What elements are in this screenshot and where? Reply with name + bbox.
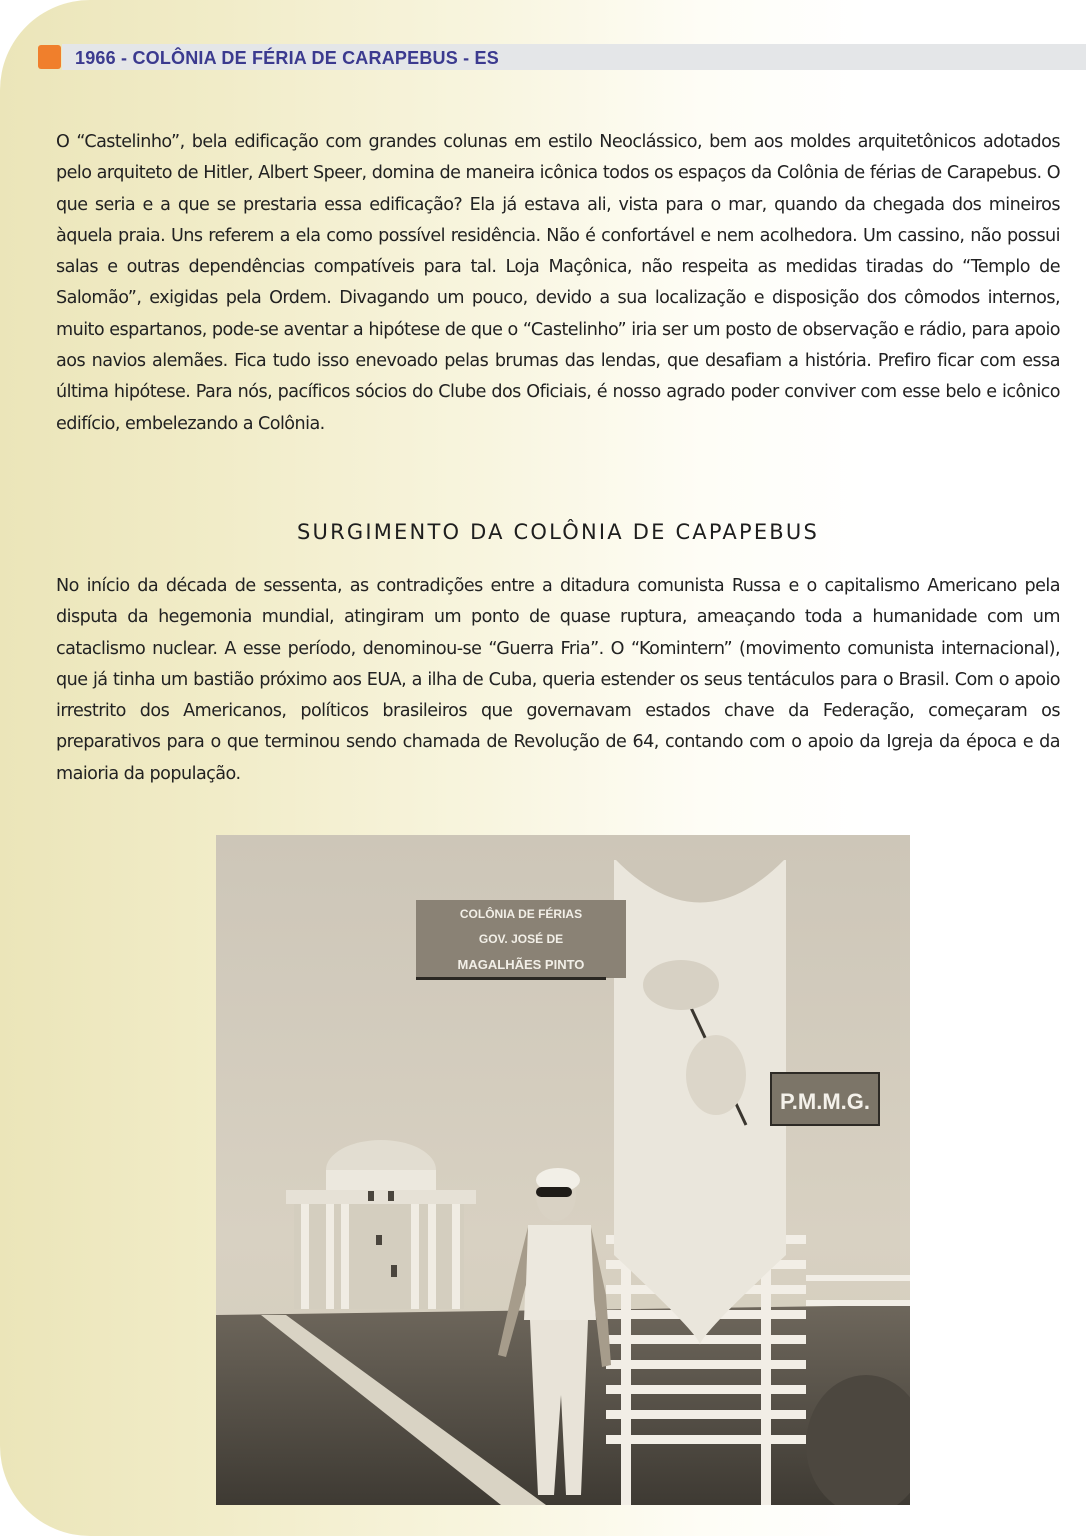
colony-sign — [416, 900, 626, 980]
paragraph-castelinho: O “Castelinho”, bela edificação com grandes colunas em estilo Neoclássico, bem aos moldes arquitetônicos adotados pelo arquiteto de Hitler, Albert Speer, domina de maneira icônica todos os espaços da Colônia de férias de Carapebus. O que seria e a que se prestaria essa edificação? Ela já estava ali, vista para o mar, quando da chegada dos mineiros àquela praia. Uns referem a ela como possível residência. Não é confortável e nem acolhedora. Um cassino, não possui salas e outras dependências compatíveis para tal. Loja Maçônica, não respeita as medidas tiradas do “Templo de Salomão”, exigidas pela Ordem. Divagando um pouco, devido a sua localização e disposição dos cômodos internos, muito espartanos, pode-se aventar a hipótese de que o “Castelinho” iria ser um posto de observação e rádio, para apoio aos navios alemães. Fica tudo isso enevoado pelas brumas das lendas, que desafiam a história. Prefiro ficar com essa última hipótese. Para nós, pacíficos sócios do Clube dos Oficiais, é nosso agrado poder conviver com esse belo e icônico edifício, embelezando a Colônia. — [56, 132, 1060, 434]
pmmg-badge — [771, 1073, 879, 1125]
page-header-title: 1966 - COLÔNIA DE FÉRIA DE CARAPEBUS - ES — [75, 48, 499, 68]
sign-line-2: GOV. JOSÉ DE — [478, 932, 564, 946]
section-title: SURGIMENTO DA COLÔNIA DE CAPAPEBUS — [296, 520, 819, 544]
sign-line-1: COLÔNIA DE FÉRIAS — [459, 907, 583, 921]
badge-text: P.M.M.G. — [779, 1089, 871, 1114]
header-accent-square — [38, 45, 61, 69]
historical-photo — [216, 835, 910, 1505]
monument-panel — [614, 860, 786, 1345]
sign-line-3: MAGALHÃES PINTO — [457, 957, 585, 972]
paragraph-surgimento: No início da década de sessenta, as contradições entre a ditadura comunista Russa e o capitalismo Americano pela disputa da hegemonia mundial, atingiram um ponto de quase ruptura, ameaçando toda a humanidade com um cataclismo nuclear. A esse período, denominou-se “Guerra Fria”. O “Komintern” (movimento comunista internacional), que já tinha um bastião próximo aos EUA, a ilha de Cuba, queria estender os seus tentáculos para o Brasil. Com o apoio irrestrito dos Americanos, políticos brasileiros que governavam estados chave da Federação, começaram os preparativos para o que terminou sendo chamada de Revolução de 64, contando com o apoio da Igreja da época e da maioria da população. — [56, 576, 1060, 784]
